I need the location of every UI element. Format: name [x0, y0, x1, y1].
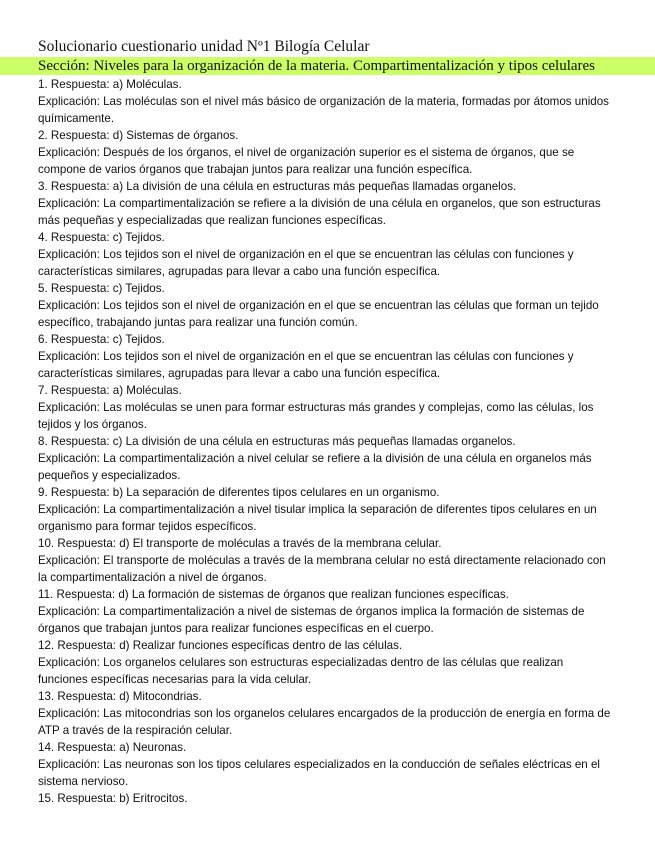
explanation-text: Explicación: Las moléculas se unen para formar estructuras más grandes y complejas, como las células, los tejidos y los órganos.: [38, 401, 594, 431]
answer-item: [38, 382, 616, 433]
answer-item: [38, 484, 616, 535]
answer-line: 15. Respuesta: b) Eritrocitos.: [38, 792, 188, 805]
answer-item: [38, 586, 616, 637]
answer-line: 12. Respuesta: d) Realizar funciones específicas dentro de las células.: [38, 639, 403, 652]
answer-item: [38, 178, 616, 229]
answer-line: 6. Respuesta: c) Tejidos.: [38, 333, 165, 346]
explanation-text: Explicación: La compartimentalización a nivel de sistemas de órganos implica la formación de sistemas de órganos que trabajan juntos para realizar funciones específicas en el cuerpo.: [38, 605, 585, 635]
answer-item: [38, 637, 616, 688]
answer-line: 14. Respuesta: a) Neuronas.: [38, 741, 187, 754]
section-heading: Sección: Niveles para la organización de la materia. Compartimentalización y tipos celulares: [38, 58, 596, 74]
answer-line: 5. Respuesta: c) Tejidos.: [38, 282, 165, 295]
answer-item: [38, 790, 616, 807]
answer-item: [38, 739, 616, 790]
explanation-text: Explicación: Los tejidos son el nivel de organización en el que se encuentran las células que forman un tejido específico, trabajando juntas para realizar una función común.: [38, 299, 599, 329]
answer-item: [38, 127, 616, 178]
answer-line: 11. Respuesta: d) La formación de sistemas de órganos que realizan funciones específicas.: [38, 588, 509, 601]
answer-item: [38, 280, 616, 331]
explanation-text: Explicación: La compartimentalización se refiere a la división de una célula en organelos, que son estructuras más pequeñas y especializadas que realizan funciones específicas.: [38, 197, 601, 227]
section-highlight-bar: [0, 57, 655, 75]
explanation-text: Explicación: Los organelos celulares son estructuras especializadas dentro de las células que realizan funciones específicas necesarias para la vida celular.: [38, 656, 564, 686]
answer-line: 3. Respuesta: a) La división de una célula en estructuras más pequeñas llamadas organelos.: [38, 180, 517, 193]
answer-item: [38, 688, 616, 739]
explanation-text: Explicación: Las mitocondrias son los organelos celulares encargados de la producción de energía en forma de ATP a través de la respiración celular.: [38, 707, 611, 737]
answer-item: [38, 229, 616, 280]
answer-line: 7. Respuesta: a) Moléculas.: [38, 384, 182, 397]
explanation-text: Explicación: Las neuronas son los tipos celulares especializados en la conducción de señales eléctricas en el sistema nervioso.: [38, 758, 600, 788]
answer-item: [38, 535, 616, 586]
explanation-text: Explicación: Los tejidos son el nivel de organización en el que se encuentran las células con funciones y características similares, agrupadas para llevar a cabo una función específica.: [38, 350, 574, 380]
explanation-text: Explicación: El transporte de moléculas a través de la membrana celular no está directamente relacionado con la compartimentalización a nivel de órganos.: [38, 554, 606, 584]
document-title: Solucionario cuestionario unidad Nº1 Bilogía Celular: [38, 38, 370, 55]
explanation-text: Explicación: La compartimentalización a nivel tisular implica la separación de diferentes tipos celulares en un organismo para formar tejidos específicos.: [38, 503, 597, 533]
answers-list: [38, 76, 616, 807]
answer-line: 8. Respuesta: c) La división de una célula en estructuras más pequeñas llamadas organelos.: [38, 435, 516, 448]
answer-item: [38, 76, 616, 127]
answer-item: [38, 331, 616, 382]
explanation-text: Explicación: Las moléculas son el nivel más básico de organización de la materia, formadas por átomos unidos químicamente.: [38, 95, 609, 125]
explanation-text: Explicación: La compartimentalización a nivel celular se refiere a la división de una célula en organelos más pequeños y especializados.: [38, 452, 592, 482]
answer-line: 13. Respuesta: d) Mitocondrias.: [38, 690, 202, 703]
answer-line: 2. Respuesta: d) Sistemas de órganos.: [38, 129, 239, 142]
answer-line: 1. Respuesta: a) Moléculas.: [38, 78, 182, 91]
answer-line: 9. Respuesta: b) La separación de diferentes tipos celulares en un organismo.: [38, 486, 440, 499]
answer-line: 10. Respuesta: d) El transporte de moléculas a través de la membrana celular.: [38, 537, 442, 550]
answer-line: 4. Respuesta: c) Tejidos.: [38, 231, 165, 244]
answer-item: [38, 433, 616, 484]
explanation-text: Explicación: Los tejidos son el nivel de organización en el que se encuentran las células con funciones y características similares, agrupadas para llevar a cabo una función específica.: [38, 248, 574, 278]
explanation-text: Explicación: Después de los órganos, el nivel de organización superior es el sistema de órganos, que se compone de varios órganos que trabajan juntos para realizar una función específica.: [38, 146, 575, 176]
